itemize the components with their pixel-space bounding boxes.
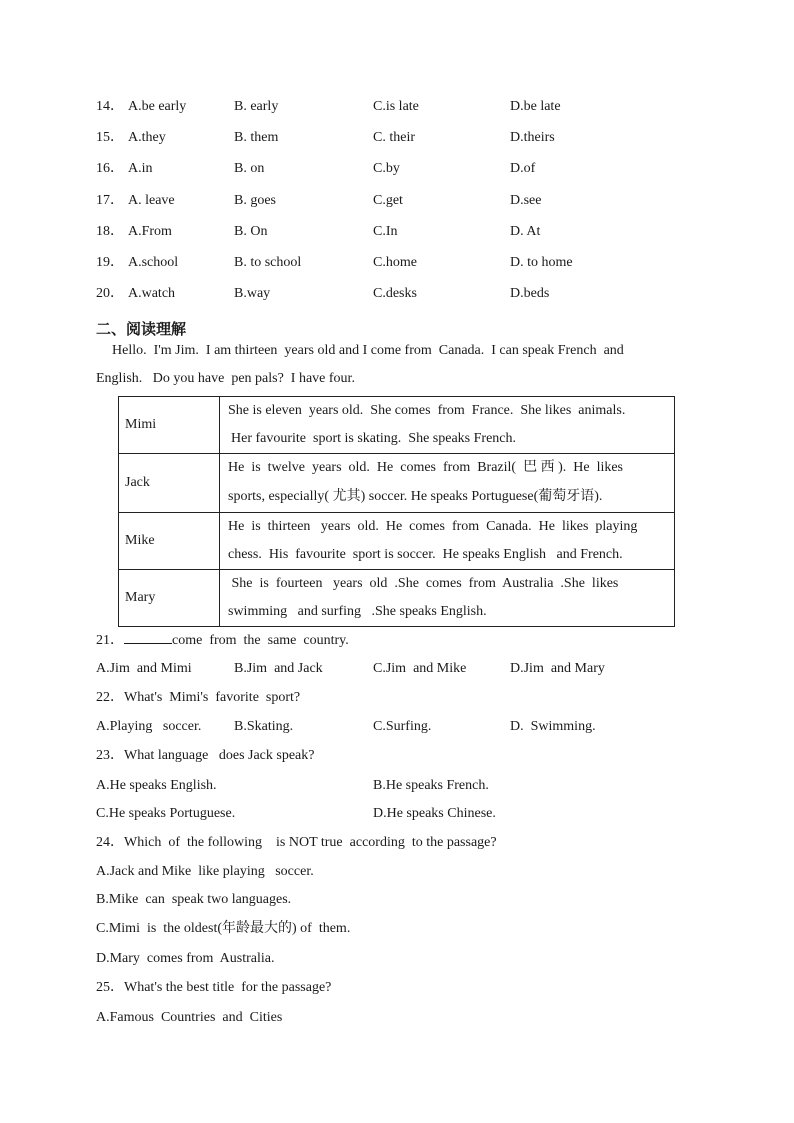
passage-intro-line-2: English. Do you have pen pals? I have four. — [96, 371, 355, 386]
option-a: A.From — [128, 224, 172, 239]
option-b: B.Mike can speak two languages. — [96, 892, 292, 907]
option-b: B. early — [234, 99, 279, 114]
table-row — [119, 454, 675, 513]
question-number: 14． — [96, 99, 124, 114]
question-text: come from the same country. — [172, 633, 349, 648]
question-number: 24． — [96, 835, 124, 850]
option-c: C.He speaks Portuguese. — [96, 806, 236, 821]
option-c: C.get — [373, 193, 403, 208]
pal-desc-line: He is thirteen years old. He comes from Canada. He likes playing — [228, 519, 638, 534]
option-a: A.Famous Countries and Cities — [96, 1010, 283, 1025]
pal-description — [220, 454, 675, 513]
option-d: D.beds — [510, 286, 550, 301]
pal-name: Mary — [119, 570, 220, 627]
option-c: C.by — [373, 161, 400, 176]
option-d: D.Mary comes from Australia. — [96, 951, 275, 966]
option-b: B. On — [234, 224, 268, 239]
option-a: A. leave — [128, 193, 175, 208]
pal-name: Mike — [119, 513, 220, 570]
option-b: B.Jim and Jack — [234, 661, 323, 676]
option-d: D.see — [510, 193, 542, 208]
question-24-stem — [96, 834, 497, 852]
pal-desc-line: chess. His favourite sport is soccer. He speaks English and French. — [228, 547, 623, 562]
option-c: C.Mimi is the oldest(年龄最大的) of them. — [96, 921, 351, 936]
pal-description — [220, 570, 675, 627]
pal-desc-line: Her favourite sport is skating. She speaks French. — [231, 431, 516, 446]
question-text: What's Mimi's favorite sport? — [124, 690, 301, 705]
question-number: 16． — [96, 161, 124, 176]
option-b: B. goes — [234, 193, 276, 208]
option-a: A.be early — [128, 99, 187, 114]
option-c: C.is late — [373, 99, 419, 114]
question-text: Which of the following is NOT true according to the passage? — [124, 835, 497, 850]
question-22-stem — [96, 689, 300, 707]
option-d: D. At — [510, 224, 541, 239]
question-number: 19． — [96, 255, 124, 270]
question-number: 22． — [96, 690, 124, 705]
option-c: C.Jim and Mike — [373, 661, 467, 676]
question-text: What's the best title for the passage? — [124, 980, 332, 995]
option-d: D.Jim and Mary — [510, 661, 605, 676]
option-a: A.Playing soccer. — [96, 719, 202, 734]
pal-name: Mimi — [119, 397, 220, 454]
option-b: B. to school — [234, 255, 302, 270]
table-row — [119, 397, 675, 454]
pal-description — [220, 397, 675, 454]
option-c: C. their — [373, 130, 415, 145]
question-number: 20． — [96, 286, 124, 301]
section-heading: 二、阅读理解 — [96, 320, 187, 338]
option-d: D.He speaks Chinese. — [373, 806, 496, 821]
option-c: C.Surfing. — [373, 719, 432, 734]
question-number: 23． — [96, 748, 124, 763]
pal-desc-line: sports, especially( 尤其) soccer. He speaks Portuguese(葡萄牙语). — [228, 489, 603, 504]
option-a: A.watch — [128, 286, 176, 301]
option-c: C.desks — [373, 286, 417, 301]
question-21-stem — [96, 630, 349, 650]
question-text: What language does Jack speak? — [124, 748, 315, 763]
pal-name: Jack — [119, 454, 220, 513]
pal-description — [220, 513, 675, 570]
option-d: D. Swimming. — [510, 719, 596, 734]
option-a: A.He speaks English. — [96, 778, 217, 793]
option-a: A.Jack and Mike like playing soccer. — [96, 864, 314, 879]
question-23-stem — [96, 747, 314, 765]
question-number: 21． — [96, 633, 124, 648]
pal-desc-line: swimming and surfing .She speaks English. — [228, 604, 487, 619]
option-b: B. them — [234, 130, 279, 145]
pal-desc-line: She is eleven years old. She comes from France. She likes animals. — [228, 403, 626, 418]
question-25-stem — [96, 979, 331, 997]
option-d: D.be late — [510, 99, 561, 114]
table-row — [119, 513, 675, 570]
option-a: A.Jim and Mimi — [96, 661, 192, 676]
option-c: C.In — [373, 224, 398, 239]
answer-blank[interactable] — [124, 630, 172, 644]
option-d: D. to home — [510, 255, 573, 270]
question-number: 17． — [96, 193, 124, 208]
question-number: 18． — [96, 224, 124, 239]
passage-intro-line-1: Hello. I'm Jim. I am thirteen years old and I come from Canada. I can speak French and — [112, 343, 624, 358]
option-a: A.they — [128, 130, 166, 145]
option-d: D.theirs — [510, 130, 555, 145]
option-b: B.He speaks French. — [373, 778, 489, 793]
question-number: 25． — [96, 980, 124, 995]
pen-pal-table — [118, 396, 675, 627]
option-b: B.way — [234, 286, 271, 301]
pal-desc-line: He is twelve years old. He comes from Brazil( 巴 西 ). He likes — [228, 460, 624, 475]
option-d: D.of — [510, 161, 536, 176]
table-row — [119, 570, 675, 627]
option-a: A.school — [128, 255, 179, 270]
option-b: B. on — [234, 161, 265, 176]
question-number: 15． — [96, 130, 124, 145]
pal-desc-line: She is fourteen years old .She comes from Australia .She likes — [228, 576, 619, 591]
option-b: B.Skating. — [234, 719, 294, 734]
option-c: C.home — [373, 255, 417, 270]
option-a: A.in — [128, 161, 153, 176]
